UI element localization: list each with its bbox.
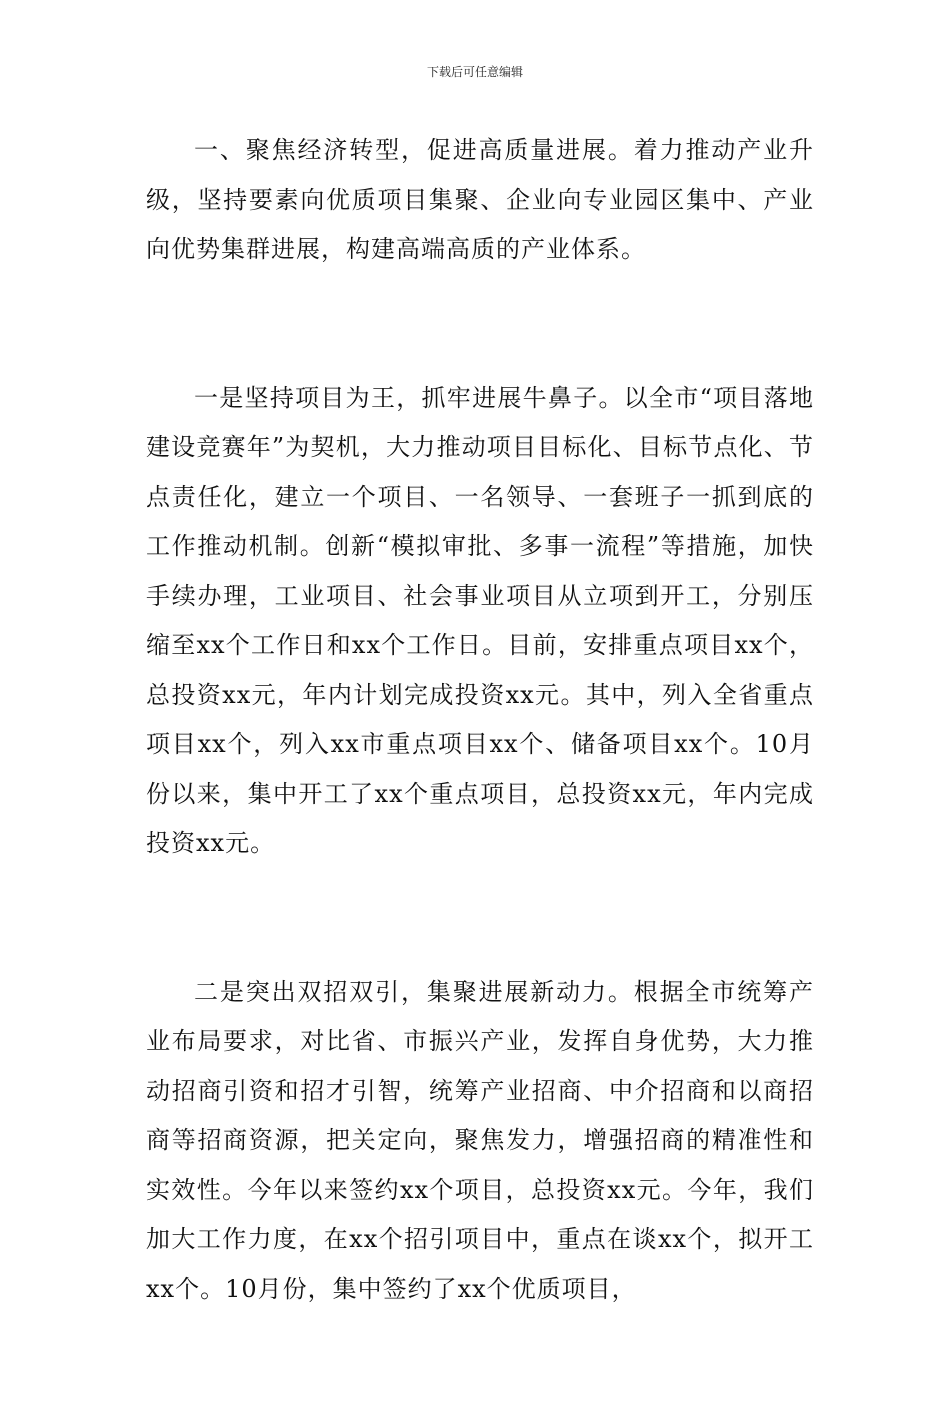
paragraph-project-priority: 一是坚持项目为王，抓牢进展牛鼻子。以全市“项目落地建设竞赛年”为契机，大力推动项目目标化、目标节点化、节点责任化，建立一个项目、一名领导、一套班子一抓到底的工作推动机制。创新“模拟审批、多事一流程”等措施，加快手续办理，工业项目、社会事业项目从立项到开工，分别压缩至xx个工作日和xx个工作日。目前，安排重点项目xx个，总投资xx元，年内计划完成投资xx元。其中，列入全省重点项目xx个，列入xx市重点项目xx个、储备项目xx个。10月份以来，集中开工了xx个重点项目，总投资xx元，年内完成投资xx元。	[146, 383, 814, 857]
page-header: 下载后可任意编辑	[426, 65, 523, 79]
document-body	[146, 126, 814, 1413]
paragraph-investment-attraction: 二是突出双招双引，集聚进展新动力。根据全市统筹产业布局要求，对比省、市振兴产业，发挥自身优势，大力推动招商引资和招才引智，统筹产业招商、中介招商和以商招商等招商资源，把关定向，聚焦发力，增强招商的精准性和实效性。今年以来签约xx个项目，总投资xx元。今年，我们加大工作力度，在xx个招引项目中，重点在谈xx个，拟开工xx个。10月份，集中签约了xx个优质项目，	[146, 977, 814, 1303]
paragraph-economic-transformation: 一、聚焦经济转型，促进高质量进展。着力推动产业升级，坚持要素向优质项目集聚、企业向专业园区集中、产业向优势集群进展，构建高端高质的产业体系。	[146, 136, 814, 263]
